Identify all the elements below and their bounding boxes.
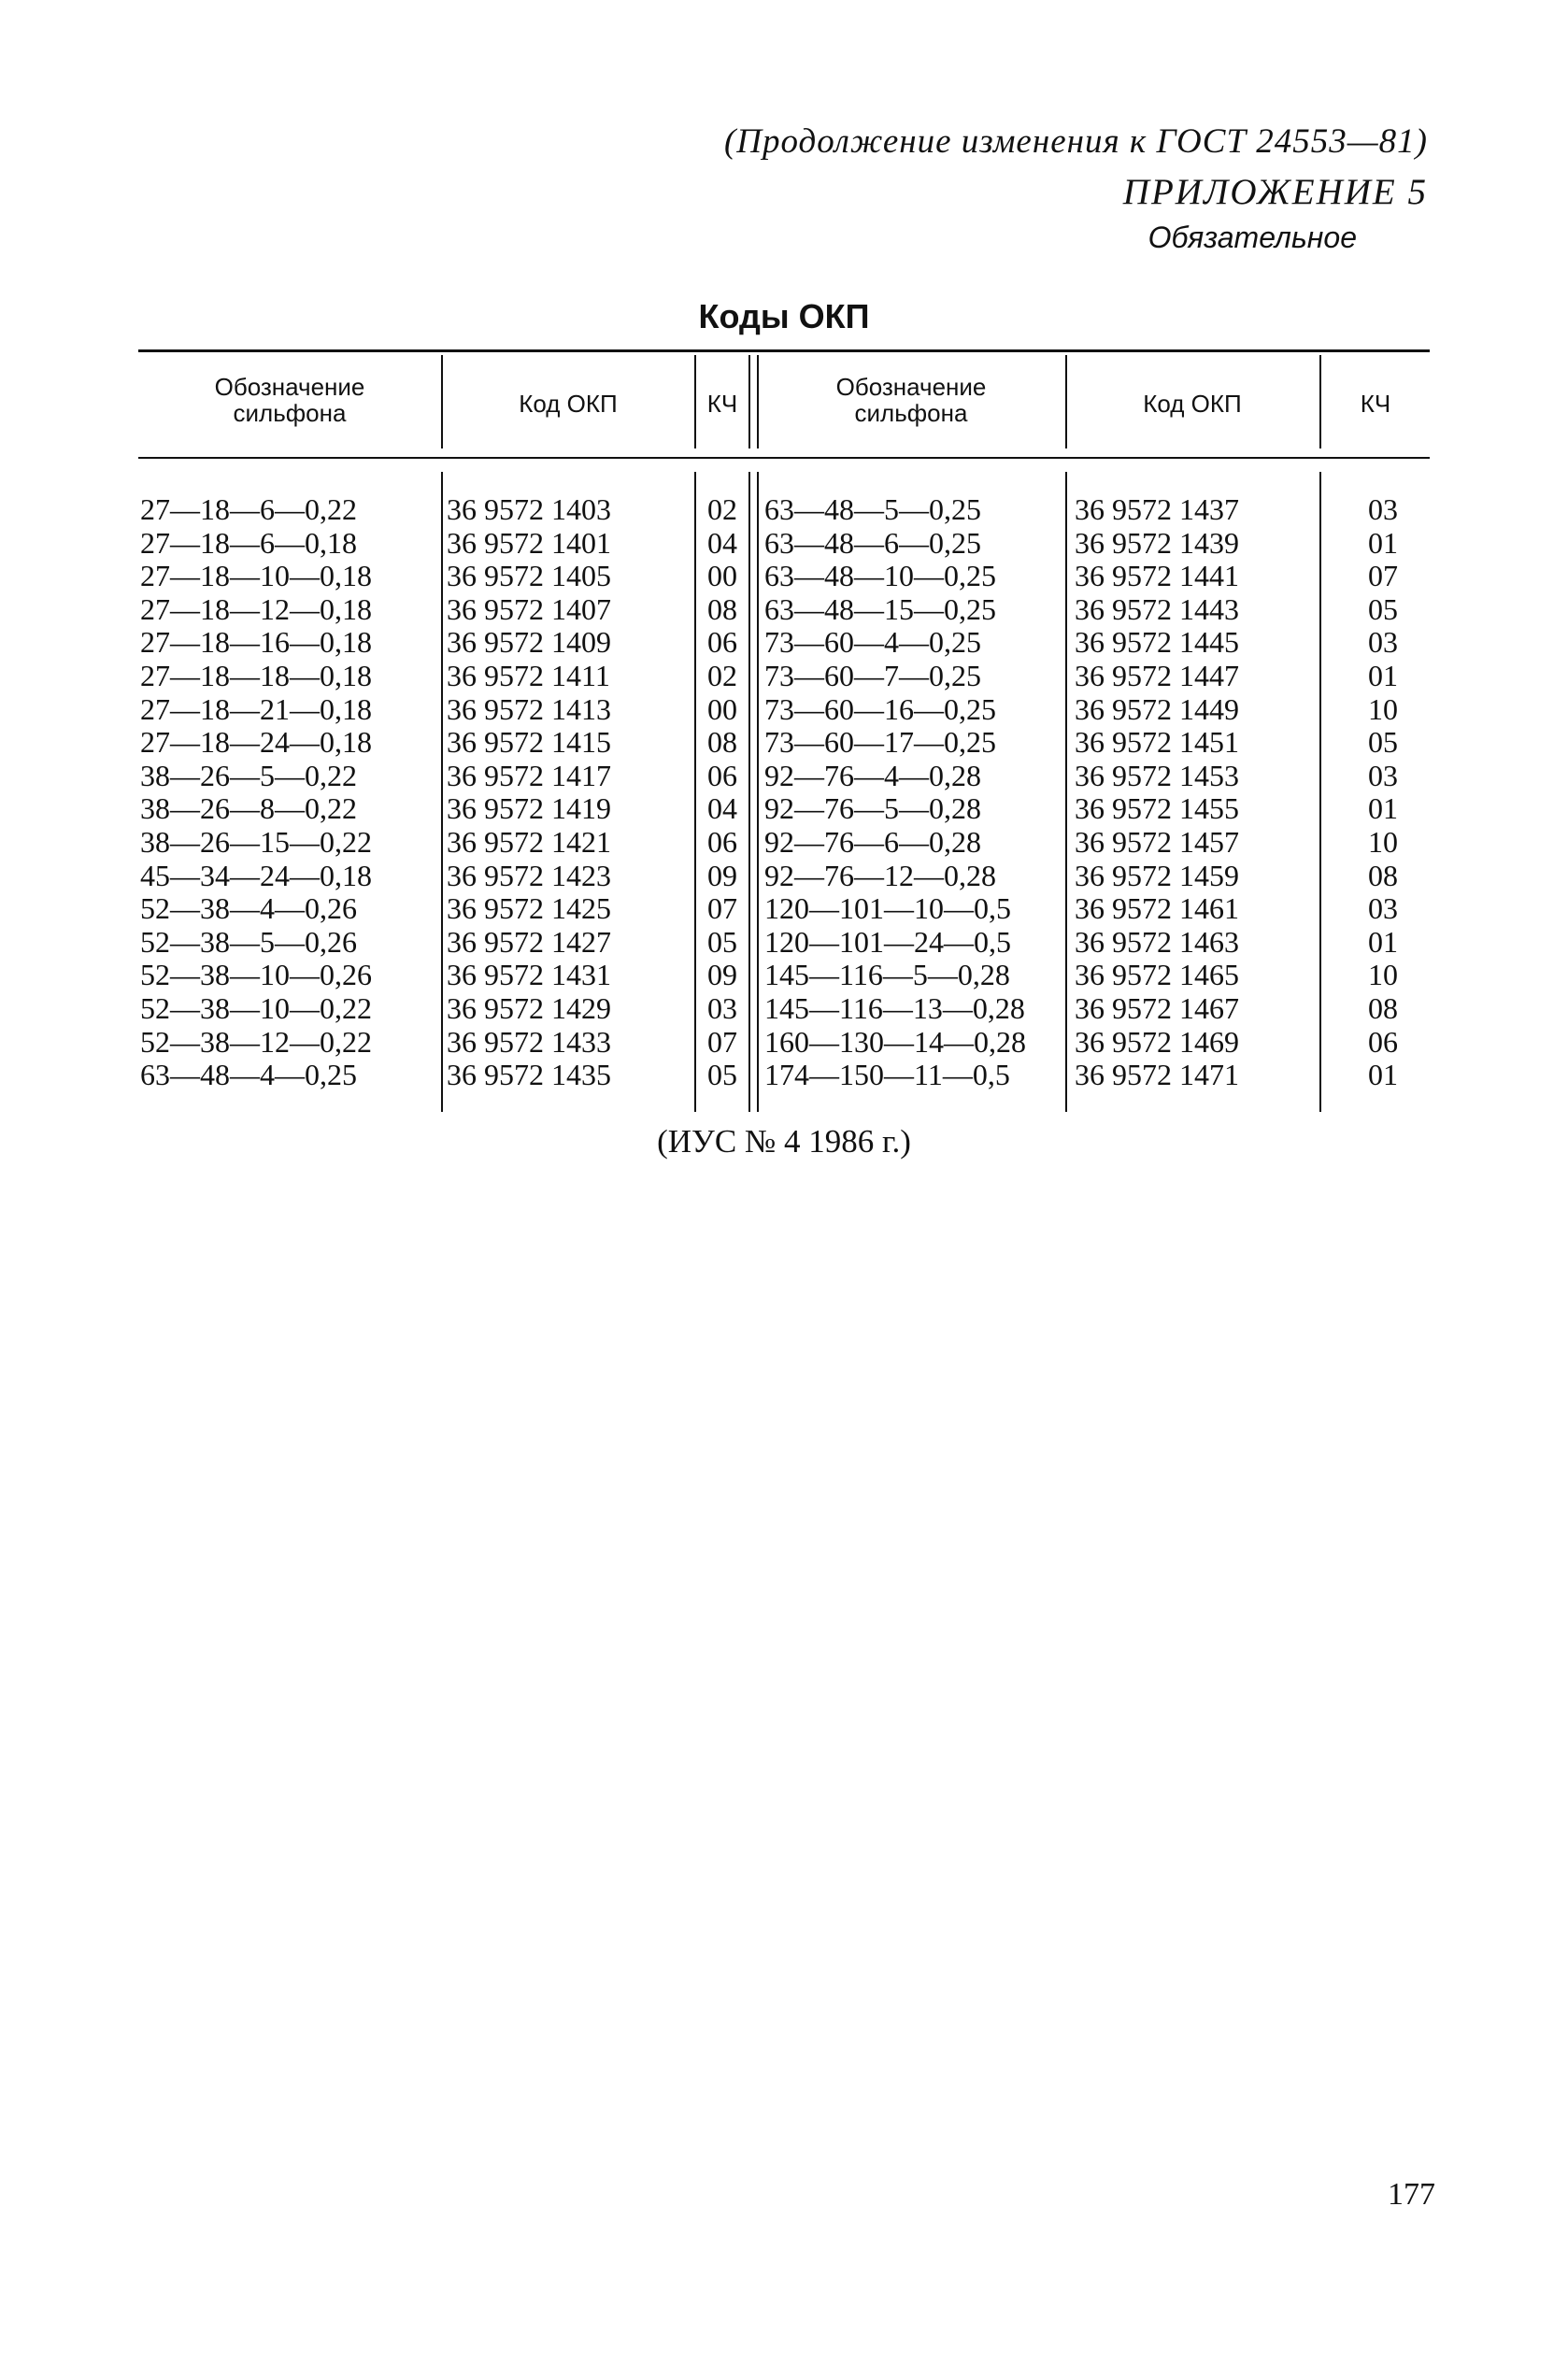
- table-row: [0, 959, 1568, 992]
- table-row: [0, 493, 1568, 527]
- table-row: [0, 527, 1568, 561]
- designation-cell: 145—116—13—0,28: [764, 990, 1025, 1025]
- kch-cell: 06: [707, 625, 737, 660]
- designation-cell: 92—76—6—0,28: [764, 824, 981, 859]
- designation-cell: 92—76—5—0,28: [764, 791, 981, 826]
- designation-cell: 73—60—17—0,25: [764, 725, 996, 760]
- designation-cell: 38—26—15—0,22: [140, 824, 372, 859]
- okp-code-cell: 36 9572 1435: [447, 1058, 611, 1092]
- okp-code-cell: 36 9572 1423: [447, 858, 611, 892]
- designation-cell: 92—76—12—0,28: [764, 858, 996, 892]
- kch-cell: 09: [707, 858, 737, 892]
- designation-cell: 38—26—8—0,22: [140, 791, 357, 826]
- designation-cell: 120—101—24—0,5: [764, 924, 1011, 959]
- column-divider: [748, 355, 750, 448]
- table-row: [0, 560, 1568, 593]
- okp-code-cell: 36 9572 1405: [447, 559, 611, 593]
- kch-cell: 10: [1368, 691, 1398, 726]
- table-row: [0, 1059, 1568, 1092]
- okp-code-cell: 36 9572 1411: [447, 658, 610, 692]
- table-row: [0, 726, 1568, 760]
- designation-cell: 174—150—11—0,5: [764, 1058, 1010, 1092]
- designation-cell: 27—18—18—0,18: [140, 658, 372, 692]
- designation-cell: 27—18—16—0,18: [140, 625, 372, 660]
- kch-cell: 04: [707, 791, 737, 826]
- kch-cell: 10: [1368, 958, 1398, 992]
- kch-cell: 02: [707, 492, 737, 526]
- okp-code-cell: 36 9572 1467: [1075, 990, 1239, 1025]
- designation-cell: 45—34—24—0,18: [140, 858, 372, 892]
- table-title: Коды ОКП: [698, 297, 870, 335]
- table-row: [0, 892, 1568, 926]
- kch-cell: 03: [1368, 758, 1398, 792]
- designation-cell: 63—48—6—0,25: [764, 525, 981, 560]
- designation-cell: 27—18—6—0,22: [140, 492, 357, 526]
- table-row: [0, 926, 1568, 960]
- table-row: [0, 593, 1568, 627]
- okp-code-cell: 36 9572 1453: [1075, 758, 1239, 792]
- okp-code-cell: 36 9572 1407: [447, 591, 611, 626]
- designation-cell: 73—60—4—0,25: [764, 625, 981, 660]
- kch-cell: 03: [1368, 625, 1398, 660]
- header-okp-left: Код ОКП: [519, 390, 618, 418]
- kch-cell: 08: [707, 725, 737, 760]
- okp-code-cell: 36 9572 1417: [447, 758, 611, 792]
- okp-code-cell: 36 9572 1421: [447, 824, 611, 859]
- kch-cell: 03: [1368, 891, 1398, 926]
- footer-note: (ИУС № 4 1986 г.): [657, 1123, 911, 1160]
- okp-code-cell: 36 9572 1447: [1075, 658, 1239, 692]
- okp-code-cell: 36 9572 1413: [447, 691, 611, 726]
- kch-cell: 08: [707, 591, 737, 626]
- kch-cell: 06: [1368, 1024, 1398, 1059]
- okp-code-cell: 36 9572 1461: [1075, 891, 1239, 926]
- designation-cell: 27—18—12—0,18: [140, 591, 372, 626]
- okp-code-cell: 36 9572 1415: [447, 725, 611, 760]
- kch-cell: 09: [707, 958, 737, 992]
- designation-cell: 52—38—10—0,26: [140, 958, 372, 992]
- okp-code-cell: 36 9572 1449: [1075, 691, 1239, 726]
- table-row: [0, 660, 1568, 693]
- okp-code-cell: 36 9572 1455: [1075, 791, 1239, 826]
- kch-cell: 05: [1368, 725, 1398, 760]
- table-row: [0, 1026, 1568, 1060]
- okp-code-cell: 36 9572 1431: [447, 958, 611, 992]
- okp-code-cell: 36 9572 1419: [447, 791, 611, 826]
- okp-code-cell: 36 9572 1443: [1075, 591, 1239, 626]
- okp-code-cell: 36 9572 1433: [447, 1024, 611, 1059]
- designation-cell: 27—18—10—0,18: [140, 559, 372, 593]
- kch-cell: 07: [1368, 559, 1398, 593]
- okp-code-cell: 36 9572 1471: [1075, 1058, 1239, 1092]
- table-row: [0, 792, 1568, 826]
- designation-cell: 52—38—10—0,22: [140, 990, 372, 1025]
- kch-cell: 03: [707, 990, 737, 1025]
- kch-cell: 00: [707, 691, 737, 726]
- kch-cell: 08: [1368, 858, 1398, 892]
- designation-cell: 145—116—5—0,28: [764, 958, 1010, 992]
- kch-cell: 06: [707, 824, 737, 859]
- designation-cell: 27—18—24—0,18: [140, 725, 372, 760]
- designation-cell: 73—60—16—0,25: [764, 691, 996, 726]
- header-designation-line1: Обозначение: [214, 373, 365, 401]
- page-number: 177: [1388, 2177, 1435, 2212]
- table-top-rule: [138, 349, 1430, 352]
- okp-code-cell: 36 9572 1437: [1075, 492, 1239, 526]
- okp-code-cell: 36 9572 1463: [1075, 924, 1239, 959]
- kch-cell: 02: [707, 658, 737, 692]
- kch-cell: 07: [707, 891, 737, 926]
- okp-code-cell: 36 9572 1401: [447, 525, 611, 560]
- designation-cell: 63—48—5—0,25: [764, 492, 981, 526]
- kch-cell: 05: [1368, 591, 1398, 626]
- okp-code-cell: 36 9572 1445: [1075, 625, 1239, 660]
- designation-cell: 92—76—4—0,28: [764, 758, 981, 792]
- header-okp-right: Код ОКП: [1143, 390, 1242, 418]
- okp-code-cell: 36 9572 1439: [1075, 525, 1239, 560]
- header-kch-left: КЧ: [706, 390, 738, 418]
- kch-cell: 06: [707, 758, 737, 792]
- header-kch-right: КЧ: [1360, 390, 1391, 418]
- kch-cell: 01: [1368, 791, 1398, 826]
- designation-cell: 73—60—7—0,25: [764, 658, 981, 692]
- header-designation-line2: сильфона: [233, 399, 347, 427]
- kch-cell: 01: [1368, 525, 1398, 560]
- kch-cell: 05: [707, 924, 737, 959]
- designation-cell: 52—38—12—0,22: [140, 1024, 372, 1059]
- okp-code-cell: 36 9572 1425: [447, 891, 611, 926]
- header-designation-left: [140, 374, 439, 426]
- designation-cell: 63—48—4—0,25: [140, 1058, 357, 1092]
- okp-code-cell: 36 9572 1459: [1075, 858, 1239, 892]
- designation-cell: 63—48—10—0,25: [764, 559, 996, 593]
- kch-cell: 01: [1368, 1058, 1398, 1092]
- okp-code-cell: 36 9572 1403: [447, 492, 611, 526]
- okp-code-cell: 36 9572 1427: [447, 924, 611, 959]
- table-row: [0, 992, 1568, 1026]
- table-header-rule: [138, 457, 1430, 459]
- table-row: [0, 693, 1568, 727]
- table-row: [0, 826, 1568, 860]
- designation-cell: 38—26—5—0,22: [140, 758, 357, 792]
- table-row: [0, 626, 1568, 660]
- designation-cell: 52—38—5—0,26: [140, 924, 357, 959]
- okp-code-cell: 36 9572 1441: [1075, 559, 1239, 593]
- table-row: [0, 860, 1568, 893]
- okp-code-cell: 36 9572 1451: [1075, 725, 1239, 760]
- kch-cell: 08: [1368, 990, 1398, 1025]
- kch-cell: 01: [1368, 658, 1398, 692]
- designation-cell: 160—130—14—0,28: [764, 1024, 1026, 1059]
- kch-cell: 10: [1368, 824, 1398, 859]
- okp-code-cell: 36 9572 1457: [1075, 824, 1239, 859]
- appendix-status: Обязательное: [1147, 221, 1357, 254]
- kch-cell: 01: [1368, 924, 1398, 959]
- okp-code-cell: 36 9572 1465: [1075, 958, 1239, 992]
- kch-cell: 00: [707, 559, 737, 593]
- appendix-label: ПРИЛОЖЕНИЕ 5: [1122, 172, 1428, 212]
- designation-cell: 27—18—21—0,18: [140, 691, 372, 726]
- header-designation-right: [759, 374, 1063, 426]
- header-designation-line2: сильфона: [854, 399, 968, 427]
- kch-cell: 05: [707, 1058, 737, 1092]
- designation-cell: 52—38—4—0,26: [140, 891, 357, 926]
- okp-code-cell: 36 9572 1469: [1075, 1024, 1239, 1059]
- header-designation-line1: Обозначение: [835, 373, 987, 401]
- okp-code-cell: 36 9572 1429: [447, 990, 611, 1025]
- designation-cell: 120—101—10—0,5: [764, 891, 1011, 926]
- table-body: [0, 493, 1568, 1092]
- kch-cell: 07: [707, 1024, 737, 1059]
- continuation-note: (Продолжение изменения к ГОСТ 24553—81): [723, 122, 1428, 161]
- table-row: [0, 760, 1568, 793]
- kch-cell: 03: [1368, 492, 1398, 526]
- designation-cell: 27—18—6—0,18: [140, 525, 357, 560]
- designation-cell: 63—48—15—0,25: [764, 591, 996, 626]
- okp-code-cell: 36 9572 1409: [447, 625, 611, 660]
- kch-cell: 04: [707, 525, 737, 560]
